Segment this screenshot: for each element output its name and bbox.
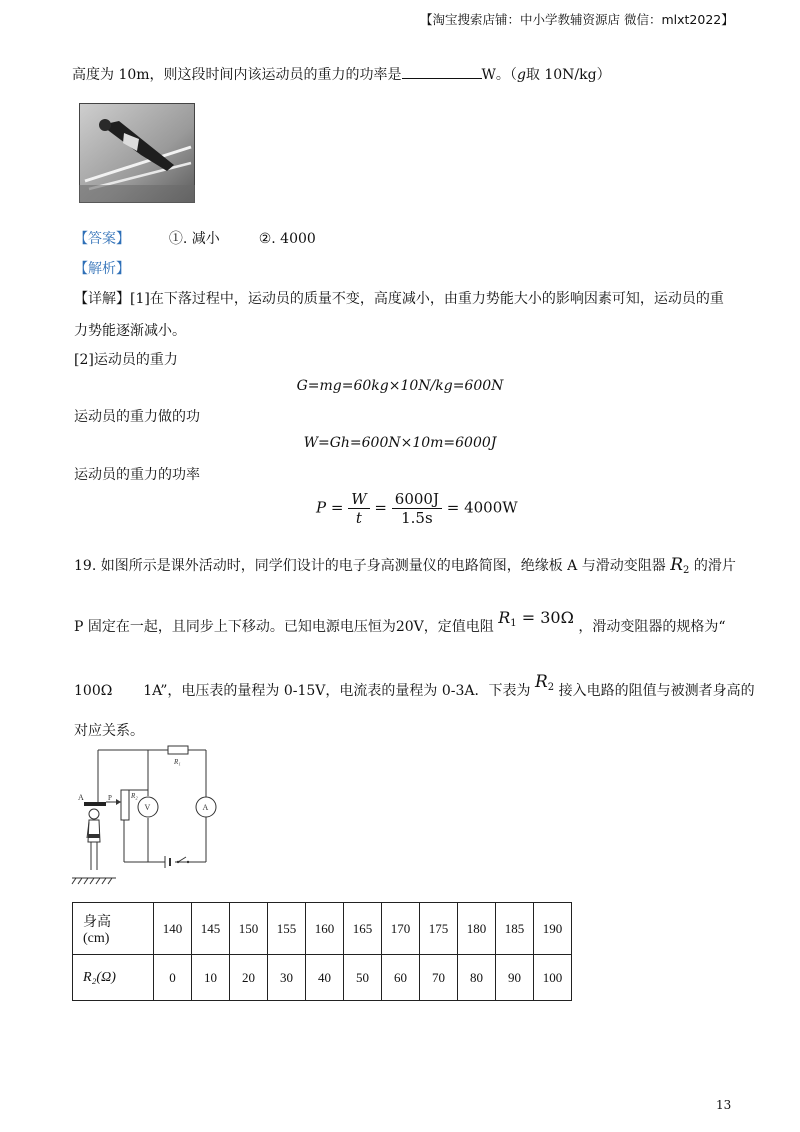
q19-text-1a: 19. 如图所示是课外活动时，同学们设计的电子身高测量仪的电路简图，绝缘板 A 与滑动变阻器 [74,558,666,574]
q19-line-1 [74,555,736,576]
work-label: 运动员的重力做的功 [74,409,200,425]
table-row-resistance [73,955,572,1001]
fraction-numerator-6000j: 6000J [392,490,442,509]
g-symbol: g [516,67,526,83]
resistance-cell: 80 [458,955,496,1001]
q19-line-2 [74,608,726,637]
equals-sign: = [374,498,387,517]
height-cell: 165 [344,903,382,955]
r1-expression: $R_1 = 30\Omega$ [498,608,574,629]
fraction-denominator-t: t [355,509,362,527]
page-header: 【淘宝搜索店铺：中小学教辅资源店 微信：mlxt2022】 [420,12,734,27]
a-label: A [78,793,84,802]
height-header-line-1: 身高 [83,914,111,930]
power-result: = 4000W [446,498,518,517]
r2-symbol-2: $R_2$ [534,672,555,693]
q19-line-3 [74,672,755,701]
resistance-cell: 50 [344,955,382,1001]
equation-work: W=Gh=600N×10m=6000J [303,435,497,451]
voltmeter-label: V [144,803,151,812]
ammeter-label: A [202,803,209,812]
height-cell: 170 [382,903,420,955]
answer-item-2: ②. 4000 [258,231,316,247]
prev-question-text-3: 取 10N/kg） [525,67,611,83]
height-cell: 190 [534,903,572,955]
power-label: 运动员的重力的功率 [74,467,200,483]
resistance-cell: 90 [496,955,534,1001]
analysis-detail-line-2: 力势能逐渐减小。 [74,323,186,339]
q19-text-3b: 1A”，电压表的量程为 0-15V，电流表的量程为 0-3A．下表为 [143,683,531,699]
resistance-cell: 40 [306,955,344,1001]
analysis-label: 【解析】 [74,261,130,277]
answer-line [74,228,316,248]
answer-label: 【答案】 [74,231,130,247]
table-row-height [73,903,572,955]
height-header [73,903,154,955]
height-cell: 155 [268,903,306,955]
resistance-header: R₂(Ω) [73,955,154,1001]
resistance-cell: 0 [154,955,192,1001]
height-cell: 185 [496,903,534,955]
q19-text-3a: 100Ω [74,683,113,699]
resistance-cell: 30 [268,955,306,1001]
prev-question-text-2: W。（ [481,67,517,83]
height-cell: 160 [306,903,344,955]
circuit-diagram [70,742,220,890]
p-label: P [108,794,112,802]
resistance-cell: 10 [192,955,230,1001]
answer-blank [402,66,482,79]
height-header-line-2: (cm) [83,930,110,946]
r2-symbol: $R_2$ [670,555,690,576]
analysis-detail-line-1: 【详解】[1]在下落过程中，运动员的质量不变，高度减小，由重力势能大小的影响因素可知，运动员的重 [74,291,724,307]
r2-label: R₂ [131,792,138,800]
page-number: 13 [716,1098,732,1112]
height-cell: 145 [192,903,230,955]
power-lhs: P = [316,498,344,517]
analysis-step-2: [2]运动员的重力 [74,352,178,368]
resistance-cell: 60 [382,955,420,1001]
prev-question-text-1: 高度为 10m，则这段时间内该运动员的重力的功率是 [72,67,402,83]
ski-jumper-photo [79,103,195,203]
height-cell: 180 [458,903,496,955]
resistance-cell: 70 [420,955,458,1001]
prev-question-line [72,64,611,84]
q19-line-4: 对应关系。 [74,723,144,739]
q19-text-3c: 接入电路的阻值与被测者身高的 [558,683,755,699]
fraction-numerator-w: W [348,490,369,509]
height-cell: 150 [230,903,268,955]
resistance-cell: 20 [230,955,268,1001]
q19-text-2a: P 固定在一起，且同步上下移动。已知电源电压恒为20V，定值电阻 [74,619,494,635]
height-cell: 175 [420,903,458,955]
resistance-cell: 100 [534,955,572,1001]
equation-power [316,490,518,527]
fraction-denominator-1-5s: 1.5s [401,509,433,527]
q19-text-2b: ，滑动变阻器的规格为“ [578,619,726,635]
height-resistance-table [72,902,572,1001]
r1-label: R₁ [174,758,181,766]
q19-text-1b: 的滑片 [693,558,736,574]
fraction-w-over-t [348,490,369,527]
fraction-numeric [392,490,442,527]
answer-item-1: ①. 减小 [168,231,220,247]
height-cell: 140 [154,903,192,955]
equation-gravity: G=mg=60kg×10N/kg=600N [296,378,504,394]
